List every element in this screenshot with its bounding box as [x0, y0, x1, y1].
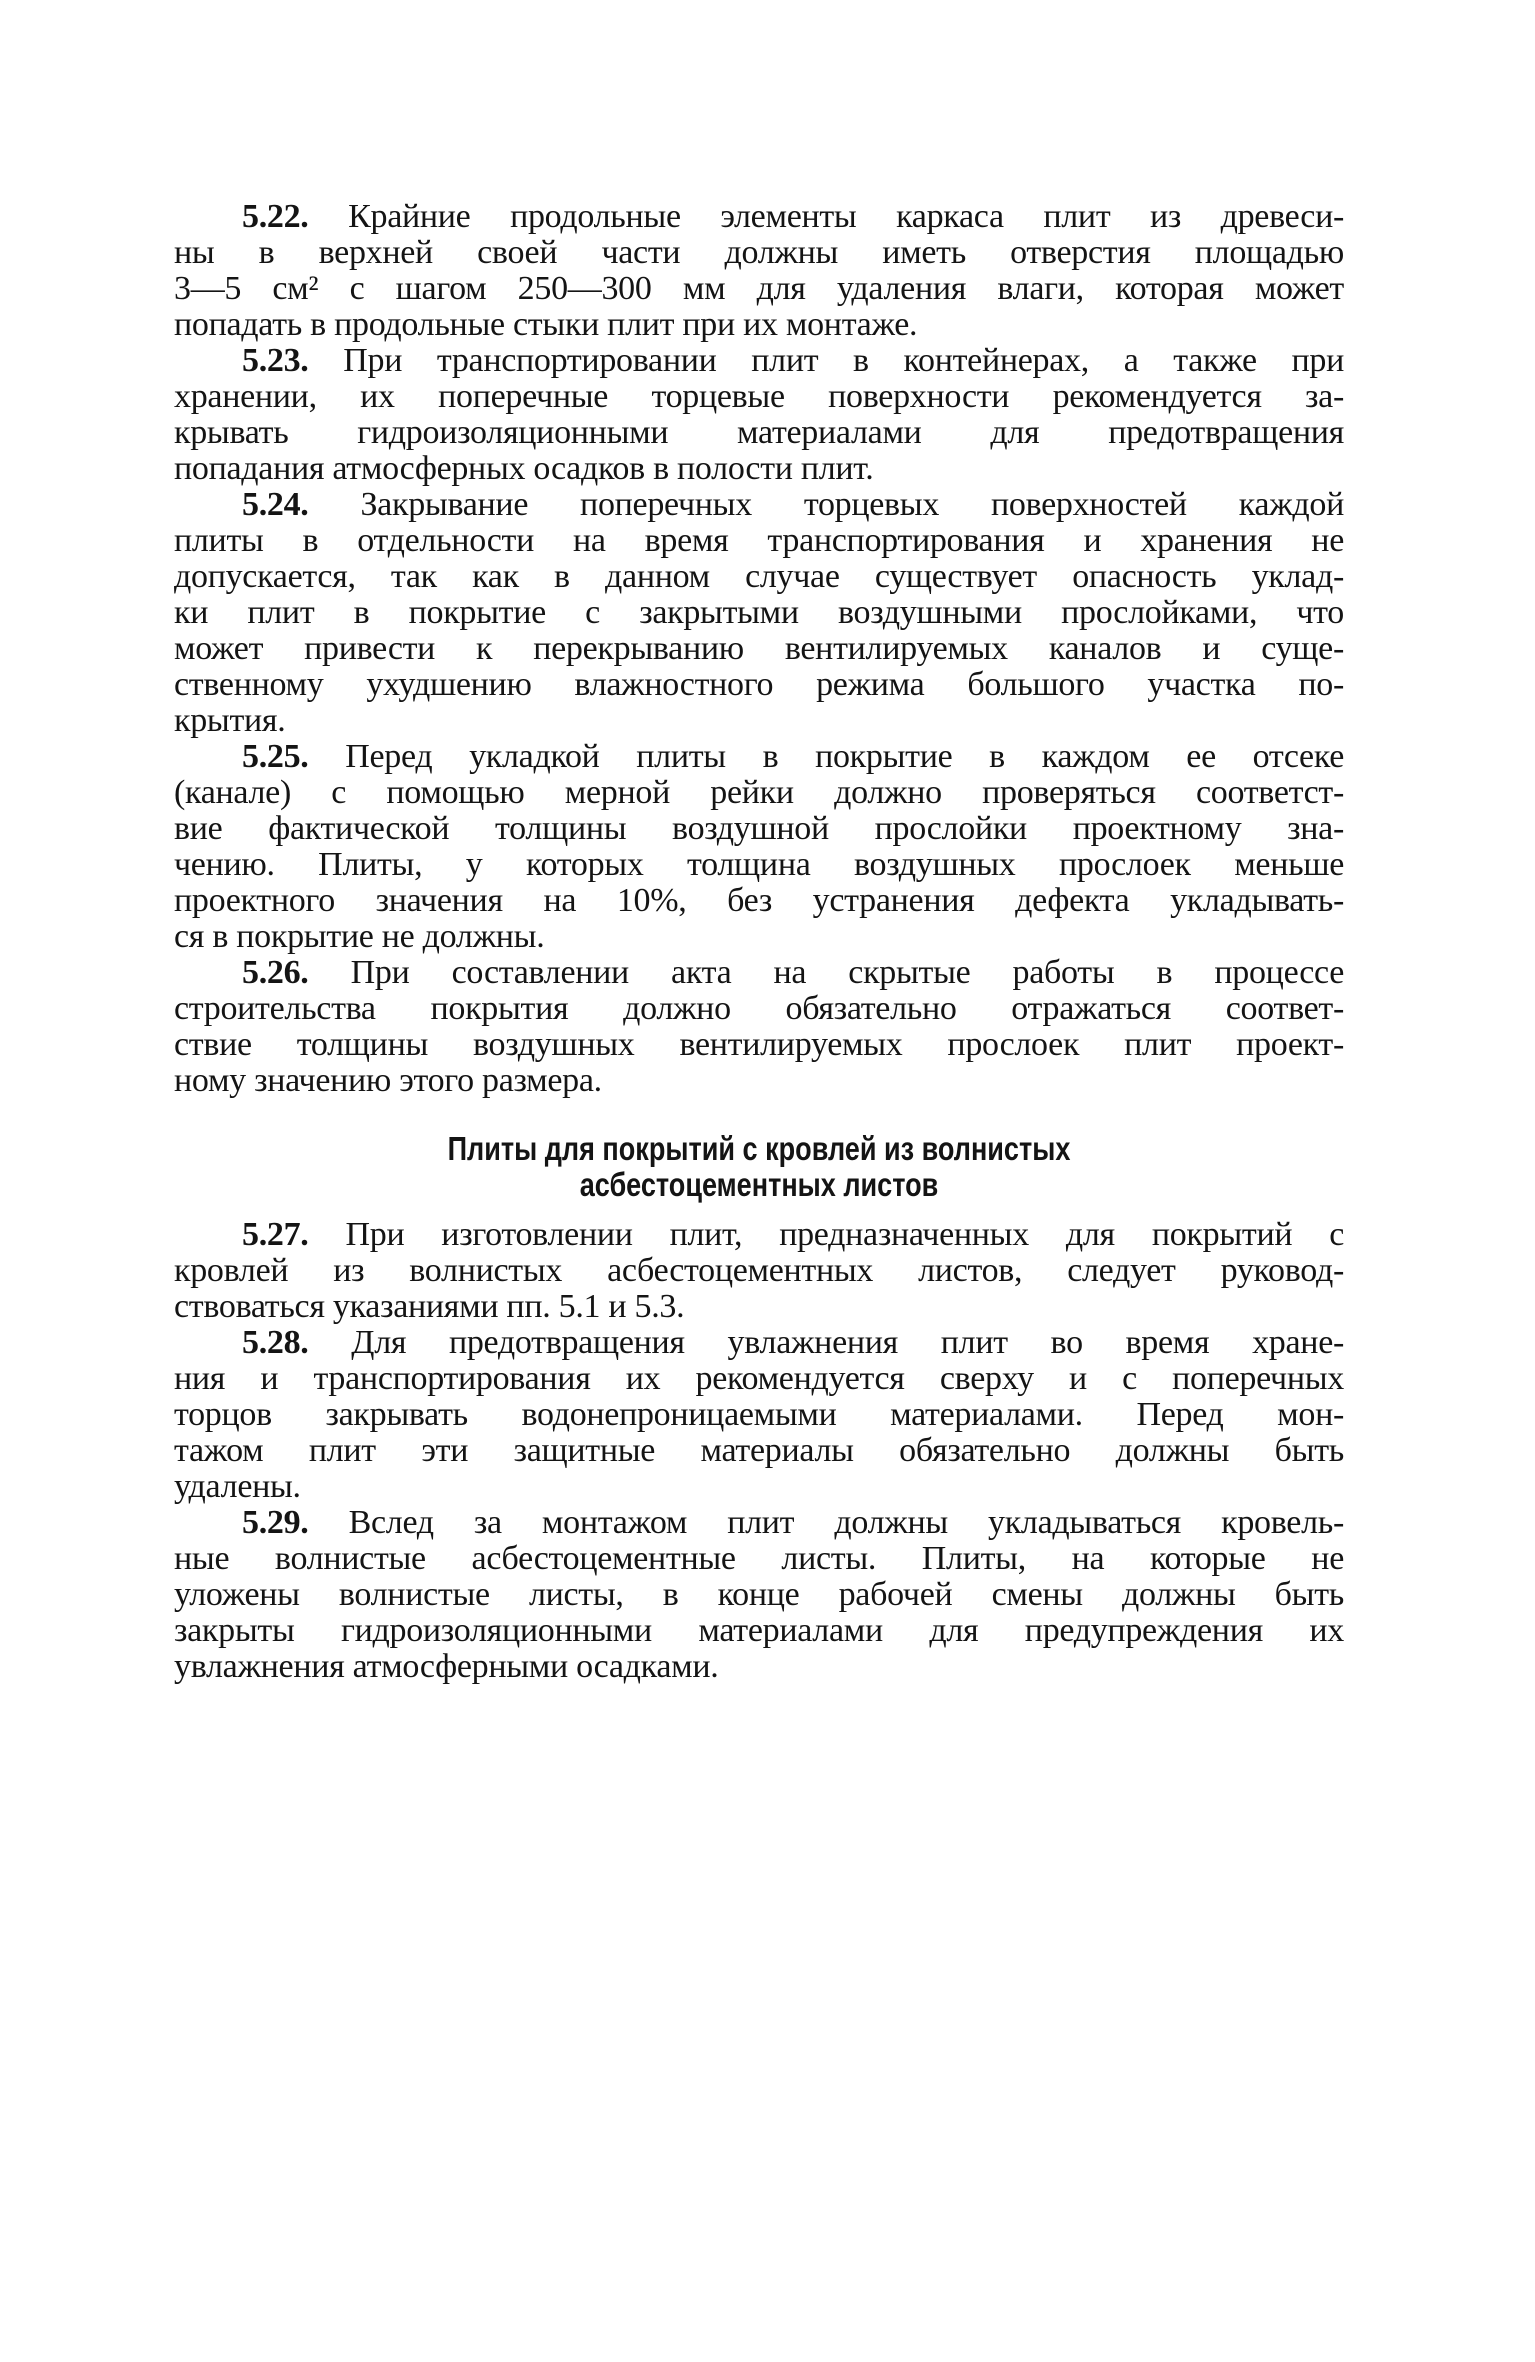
paragraph-5-25	[174, 739, 1344, 955]
paragraph-number: 5.29.	[242, 1504, 309, 1541]
line-text: Для предотвращения увлажнения плит во время хране-	[351, 1324, 1345, 1361]
text-line: ные волнистые асбестоцементные листы. Плиты, на которые не	[174, 1540, 1344, 1577]
document-page	[174, 199, 1344, 1685]
text-line: уложены волнистые листы, в конце рабочей смены должны быть	[174, 1576, 1344, 1613]
paragraph-number: 5.24.	[242, 486, 309, 523]
text-line: ному значению этого размера.	[174, 1062, 602, 1099]
text-line: проектного значения на 10%, без устранения дефекта укладывать-	[174, 882, 1344, 919]
paragraph-5-23	[174, 343, 1344, 487]
line-text: Закрывание поперечных торцевых поверхностей каждой	[360, 486, 1344, 523]
paragraph-number: 5.23.	[242, 342, 309, 379]
text-line: тажом плит эти защитные материалы обязательно должны быть	[174, 1432, 1344, 1469]
text-line: крывать гидроизоляционными материалами для предотвращения	[174, 414, 1344, 451]
text-line: строительства покрытия должно обязательно отражаться соответ-	[174, 990, 1344, 1027]
text-line: удалены.	[174, 1468, 301, 1505]
paragraph-5-28	[174, 1325, 1344, 1505]
paragraph-5-27	[174, 1217, 1344, 1325]
text-line	[174, 343, 1344, 379]
text-line: ся в покрытие не должны.	[174, 918, 545, 955]
text-line: крытия.	[174, 702, 286, 739]
text-line: попадать в продольные стыки плит при их монтаже.	[174, 306, 918, 343]
section-heading	[174, 1131, 1344, 1203]
heading-line: Плиты для покрытий с кровлей из волнистых	[447, 1130, 1071, 1167]
text-line: ствоваться указаниями пп. 5.1 и 5.3.	[174, 1288, 685, 1325]
text-line: (канале) с помощью мерной рейки должно проверяться соответст-	[174, 774, 1344, 811]
text-line: увлажнения атмосферными осадками.	[174, 1648, 719, 1685]
text-line	[174, 487, 1344, 523]
text-line: может привести к перекрыванию вентилируемых каналов и суще-	[174, 630, 1344, 667]
text-line: плиты в отдельности на время транспортирования и хранения не	[174, 522, 1344, 559]
text-line: закрыты гидроизоляционными материалами для предупреждения их	[174, 1612, 1344, 1649]
text-line: вие фактической толщины воздушной прослойки проектному зна-	[174, 810, 1344, 847]
line-text: При транспортировании плит в контейнерах, а также при	[343, 342, 1344, 379]
paragraph-number: 5.27.	[242, 1216, 309, 1253]
text-line: попадания атмосферных осадков в полости плит.	[174, 450, 874, 487]
text-line: кровлей из волнистых асбестоцементных листов, следует руковод-	[174, 1252, 1344, 1289]
text-line: ны в верхней своей части должны иметь отверстия площадью	[174, 234, 1344, 271]
text-line	[174, 739, 1344, 775]
text-line: ния и транспортирования их рекомендуется сверху и с поперечных	[174, 1360, 1344, 1397]
text-line: ки плит в покрытие с закрытыми воздушными прослойками, что	[174, 594, 1344, 631]
line-text: Вслед за монтажом плит должны укладываться кровель-	[348, 1504, 1344, 1541]
text-line: ственному ухудшению влажностного режима большого участка по-	[174, 666, 1344, 703]
line-text: Крайние продольные элементы каркаса плит из древеси-	[348, 198, 1344, 235]
paragraph-number: 5.25.	[242, 738, 309, 775]
text-line	[174, 1505, 1344, 1541]
text-line: чению. Плиты, у которых толщина воздушных прослоек меньше	[174, 846, 1344, 883]
text-line	[174, 1217, 1344, 1253]
text-line: допускается, так как в данном случае существует опасность уклад-	[174, 558, 1344, 595]
paragraph-5-24	[174, 487, 1344, 739]
paragraph-number: 5.22.	[242, 198, 309, 235]
line-text: При составлении акта на скрытые работы в процессе	[350, 954, 1345, 991]
paragraph-5-26	[174, 955, 1344, 1099]
text-line: 3—5 см² с шагом 250—300 мм для удаления влаги, которая может	[174, 270, 1344, 307]
text-line: торцов закрывать водонепроницаемыми материалами. Перед мон-	[174, 1396, 1344, 1433]
paragraph-number: 5.28.	[242, 1324, 309, 1361]
text-line	[174, 1325, 1344, 1361]
line-text: При изготовлении плит, предназначенных для покрытий с	[345, 1216, 1345, 1253]
paragraph-5-22	[174, 199, 1344, 343]
paragraph-5-29	[174, 1505, 1344, 1685]
text-line	[174, 955, 1344, 991]
text-line: ствие толщины воздушных вентилируемых прослоек плит проект-	[174, 1026, 1344, 1063]
text-line: хранении, их поперечные торцевые поверхности рекомендуется за-	[174, 378, 1344, 415]
heading-line: асбестоцементных листов	[579, 1166, 939, 1203]
line-text: Перед укладкой плиты в покрытие в каждом ее отсеке	[345, 738, 1345, 775]
text-line	[174, 199, 1344, 235]
paragraph-number: 5.26.	[242, 954, 309, 991]
